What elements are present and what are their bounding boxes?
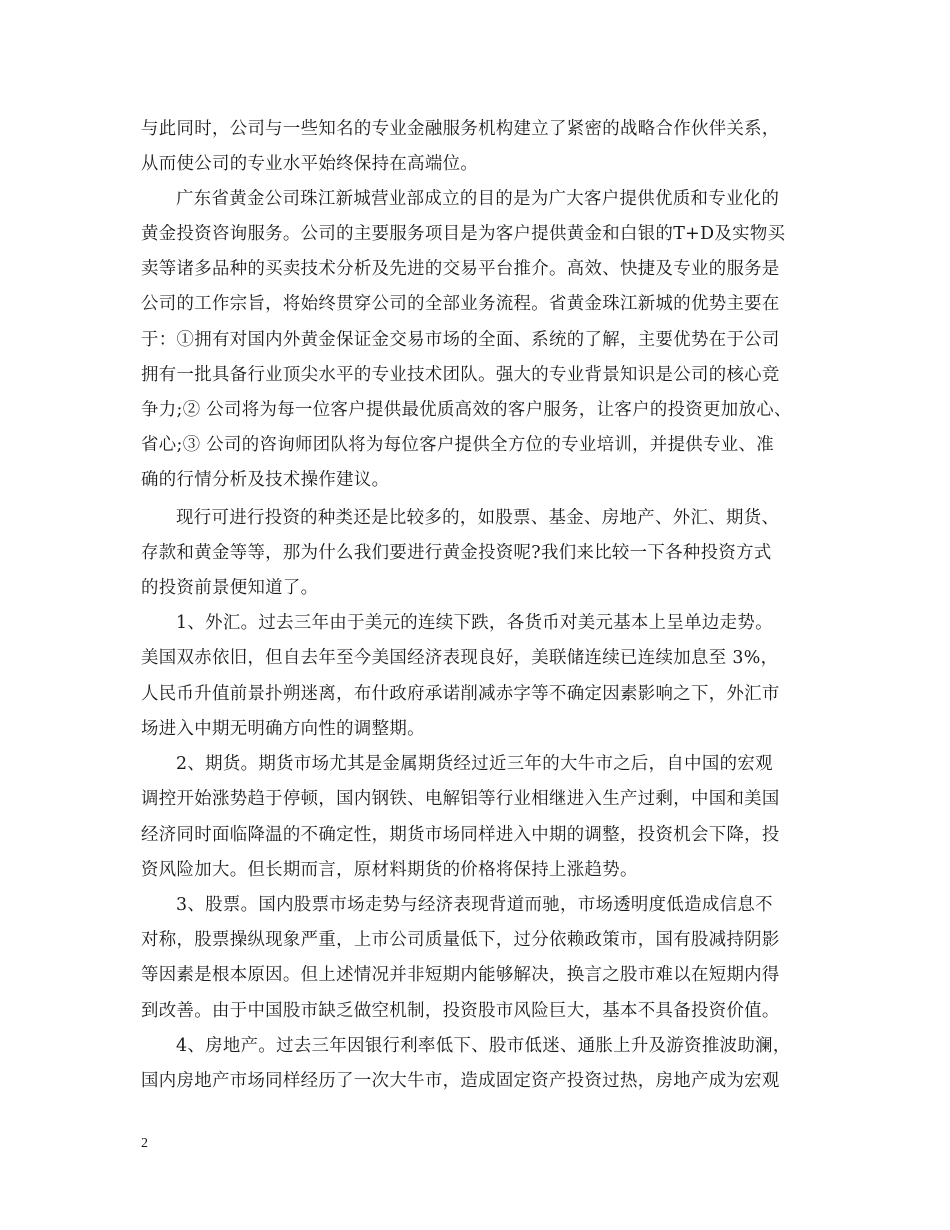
text-line: 于：①拥有对国内外黄金保证金交易市场的全面、系统的了解，主要优势在于公司 [141,330,780,350]
text-line: 存款和黄金等等，那为什么我们要进行黄金投资呢?我们来比较一下各种投资方式 [141,543,772,563]
text-line: 调控开始涨势趋于停顿，国内钢铁、电解铝等行业相继进入生产过剩，中国和美国 [141,789,780,809]
text-line: 场进入中期无明确方向性的调整期。 [141,719,425,739]
text-line: 3、股票。国内股票市场走势与经济表现背道而驰，市场透明度低造成信息不 [176,895,773,915]
text-line: 争力;② 公司将为每一位客户提供最优质高效的客户服务，让客户的投资更加放心、 [141,400,792,420]
text-line: 对称，股票操纵现象严重，上市公司质量低下，过分依赖政策市，国有股减持阴影 [141,930,780,950]
text-line: 公司的工作宗旨，将始终贯穿公司的全部业务流程。省黄金珠江新城的优势主要在 [141,294,780,314]
text-line: 人民币升值前景扑朔迷离，布什政府承诺削减赤字等不确定因素影响之下，外汇市 [141,684,780,704]
text-line: 确的行情分析及技术操作建议。 [141,470,390,490]
text-line: 等因素是根本原因。但上述情况并非短期内能够解决，换言之股市难以在短期内得 [141,965,780,985]
text-line: 到改善。由于中国股市缺乏做空机制，投资股市风险巨大，基本不具备投资价值。 [141,1001,780,1021]
text-line: 4、房地产。过去三年因银行利率低下、股市低迷、通胀上升及游资推波助澜， [176,1036,791,1056]
text-line: 1、外汇。过去三年由于美元的连续下跌，各货币对美元基本上呈单边走势。 [176,613,773,633]
text-line: 广东省黄金公司珠江新城营业部成立的目的是为广大客户提供优质和专业化的 [176,189,780,209]
text-line: 2、期货。期货市场尤其是金属期货经过近三年的大牛市之后，自中国的宏观 [176,754,773,774]
text-line: 美国双赤依旧，但自去年至今美国经济表现良好，美联储连续已连续加息至 3%， [141,648,779,668]
text-line: 资风险加大。但长期而言，原材料期货的价格将保持上涨趋势。 [141,860,638,880]
text-line: 的投资前景便知道了。 [141,578,319,598]
text-line: 黄金投资咨询服务。公司的主要服务项目是为客户提供黄金和白银的T+D及实物买 [141,224,786,244]
text-line: 经济同时面临降温的不确定性，期货市场同样进入中期的调整，投资机会下降，投 [141,825,780,845]
text-line: 拥有一批具备行业顶尖水平的专业技术团队。强大的专业背景知识是公司的核心竞 [141,365,780,385]
page-number: 2 [141,1136,148,1151]
text-line: 从而使公司的专业水平始终保持在高端位。 [141,154,479,174]
text-line: 与此同时，公司与一些知名的专业金融服务机构建立了紧密的战略合作伙伴关系， [141,119,780,139]
text-line: 现行可进行投资的种类还是比较多的，如股票、基金、房地产、外汇、期货、 [176,508,780,528]
text-line: 省心;③ 公司的咨询师团队将为每位客户提供全方位的专业培训，并提供专业、准 [141,435,775,455]
text-line: 国内房地产市场同样经历了一次大牛市，造成固定资产投资过热，房地产成为宏观 [141,1071,780,1091]
text-line: 卖等诸多品种的买卖技术分析及先进的交易平台推介。高效、快捷及专业的服务是 [141,259,780,279]
